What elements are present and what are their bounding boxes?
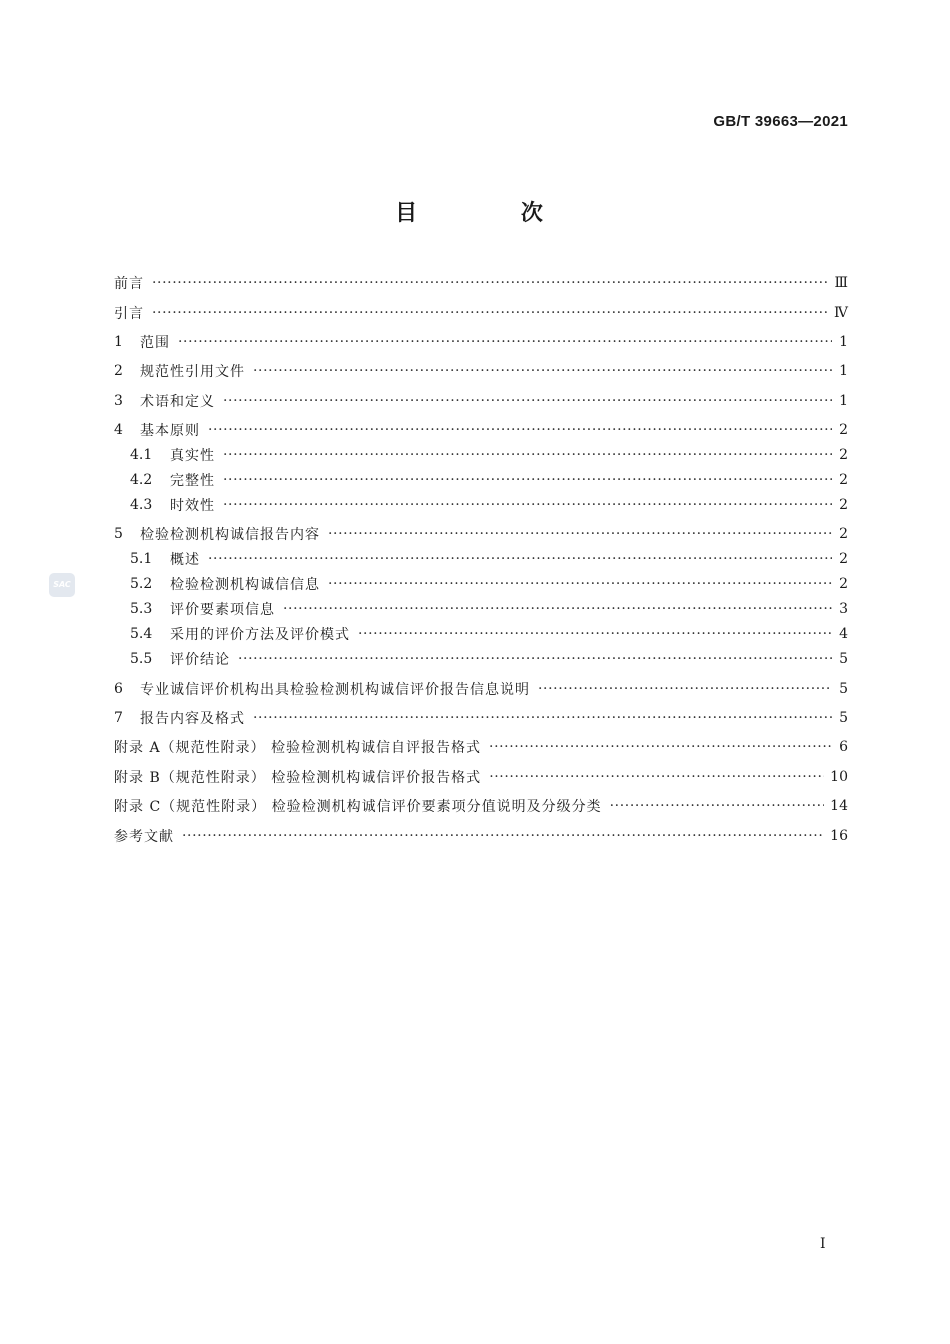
toc-entry-5-2[interactable] [114,573,848,595]
toc-entry-number: 4.1 [130,447,153,463]
toc-entry-page: 1 [839,334,848,350]
toc-leader-dots [253,360,832,382]
toc-leader-dots [489,766,824,788]
toc-entry-4-3[interactable] [114,494,848,516]
toc-entry-number: 6 [114,681,123,697]
toc-entry-5-3[interactable] [114,598,848,620]
toc-entry-5-4[interactable] [114,623,848,645]
toc-entry-page: 6 [839,739,848,755]
toc-entry-page: 10 [830,769,848,785]
toc-entry-5-1[interactable] [114,548,848,570]
toc-leader-dots [208,419,832,441]
toc-entry-1[interactable] [114,331,848,353]
toc-entry-label: 概述 [170,552,200,568]
toc-entry-page: 1 [839,363,848,379]
page-number: Ⅰ [820,1236,826,1252]
toc-entry-3[interactable] [114,390,848,412]
toc-leader-dots [489,736,832,758]
toc-entry-page: 2 [839,447,848,463]
toc-entry-label: 基本原则 [140,423,200,439]
toc-entry-number: 7 [114,710,123,726]
toc-entry-label: 附录 C（规范性附录） 检验检测机构诚信评价要素项分值说明及分级分类 [114,799,602,815]
toc-entry-appendix-c[interactable] [114,795,848,817]
toc-leader-dots [238,648,832,670]
toc-entry-page: 5 [839,710,848,726]
toc-entry-page: 3 [839,601,848,617]
toc-entry-page: 2 [839,526,848,542]
toc-entry-7[interactable] [114,707,848,729]
toc-entry-label: 术语和定义 [140,394,215,410]
toc-entry-label: 附录 B（规范性附录） 检验检测机构诚信评价报告格式 [114,770,482,786]
toc-leader-dots [610,795,825,817]
toc-leader-dots [208,548,832,570]
toc-entry-page: 2 [839,576,848,592]
toc-leader-dots [152,272,828,294]
toc-entry-2[interactable] [114,360,848,382]
toc-entry-page: 1 [839,393,848,409]
toc-entry-number: 5.1 [130,551,153,567]
toc-leader-dots [538,678,832,700]
toc-entry-label: 报告内容及格式 [140,711,245,727]
toc-leader-dots [223,469,832,491]
toc-entry-number: 2 [114,363,123,379]
toc-entry-page: 5 [839,651,848,667]
toc-leader-dots [358,623,832,645]
toc-entry-page: 4 [839,626,848,642]
toc-entry-label: 完整性 [170,473,215,489]
toc-entry-number: 5 [114,526,123,542]
toc-entry-appendix-a[interactable] [114,736,848,758]
toc-entry-number: 5.5 [130,651,153,667]
toc-entry-page: 2 [839,551,848,567]
toc-entry-label: 检验检测机构诚信报告内容 [140,527,320,543]
toc-entry-number: 4.3 [130,497,153,513]
toc-entry-label: 检验检测机构诚信信息 [170,577,320,593]
toc-entry-number: 5.2 [130,576,153,592]
toc-entry-introduction[interactable] [114,302,848,324]
toc-leader-dots [223,390,832,412]
toc-entry-label: 引言 [114,306,144,322]
toc-entry-number: 5.4 [130,626,153,642]
toc-entry-5[interactable] [114,523,848,545]
toc-leader-dots [328,523,832,545]
toc-leader-dots [152,302,828,324]
toc-entry-label: 评价结论 [170,652,230,668]
toc-entry-label: 参考文献 [114,829,174,845]
toc-entry-number: 3 [114,393,123,409]
toc-entry-label: 前言 [114,276,144,292]
toc-entry-4-1[interactable] [114,444,848,466]
toc-entry-4-2[interactable] [114,469,848,491]
toc-leader-dots [253,707,832,729]
toc-entry-page: 14 [830,798,848,814]
toc-entry-label: 附录 A（规范性附录） 检验检测机构诚信自评报告格式 [114,740,482,756]
toc-entry-page: Ⅳ [834,305,848,321]
toc-entry-bibliography[interactable] [114,825,848,847]
toc-entry-4[interactable] [114,419,848,441]
toc-entry-label: 范围 [140,335,170,351]
toc-entry-label: 采用的评价方法及评价模式 [170,627,350,643]
toc-leader-dots [223,444,832,466]
toc-entry-label: 时效性 [170,498,215,514]
toc-entry-foreword[interactable] [114,272,848,294]
toc-entry-6[interactable] [114,678,848,700]
toc-entry-page: 2 [839,422,848,438]
toc-leader-dots [283,598,832,620]
toc-entry-page: 5 [839,681,848,697]
toc-entry-label: 真实性 [170,448,215,464]
toc-entry-number: 1 [114,334,123,350]
toc-entry-appendix-b[interactable] [114,766,848,788]
sac-watermark-logo: SAC [49,573,75,597]
toc-entry-number: 4 [114,422,123,438]
toc-leader-dots [223,494,832,516]
toc-entry-page: Ⅲ [834,275,848,291]
toc-entry-number: 5.3 [130,601,153,617]
toc-leader-dots [178,331,832,353]
toc-entry-number: 4.2 [130,472,153,488]
toc-leader-dots [328,573,832,595]
toc-leader-dots [182,825,824,847]
toc-entry-label: 规范性引用文件 [140,364,245,380]
toc-entry-page: 2 [839,472,848,488]
toc-entry-label: 评价要素项信息 [170,602,275,618]
toc-entry-page: 16 [830,828,848,844]
toc-entry-5-5[interactable] [114,648,848,670]
standard-code: GB/T 39663—2021 [713,113,848,130]
toc-entry-label: 专业诚信评价机构出具检验检测机构诚信评价报告信息说明 [140,682,530,698]
page-title: 目 次 [395,201,591,226]
toc-entry-page: 2 [839,497,848,513]
